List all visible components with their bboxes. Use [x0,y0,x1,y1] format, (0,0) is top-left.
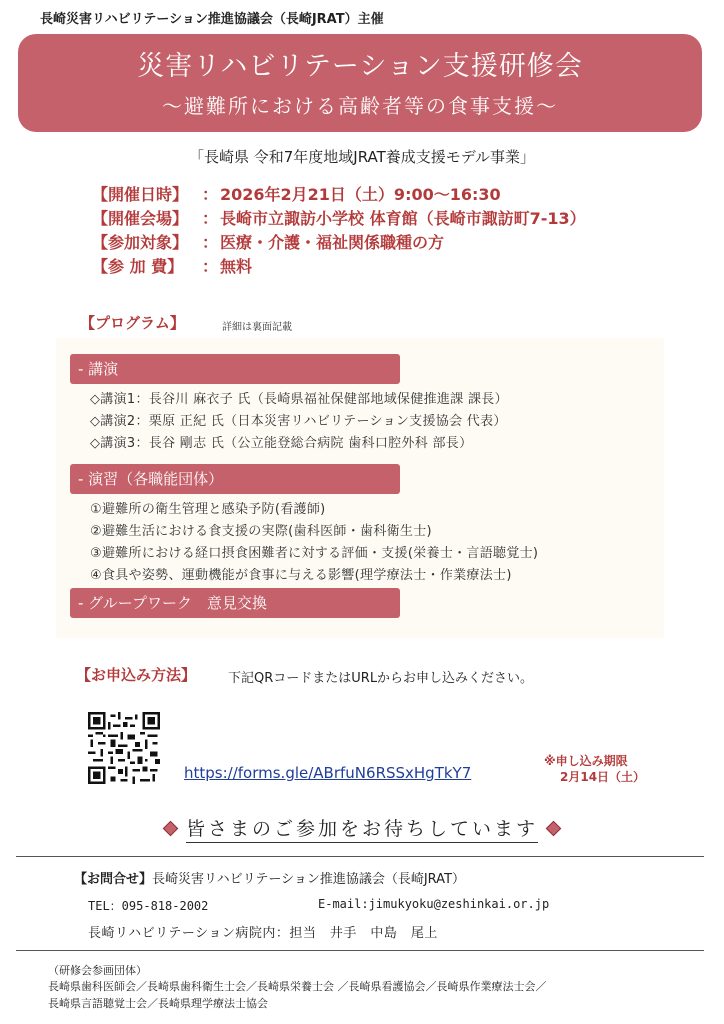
apply-text: 下記QRコードまたはURLからお申し込みください。 [228,671,534,686]
exercise-bar: - 演習（各職能団体） [70,464,400,494]
supporters-line: 長崎県言語聴覚士会／長崎県理学療法士協会 [48,997,268,1009]
info-colon: ： [201,185,218,204]
supporters-line: 長崎県歯科医師会／長崎県歯科衛生士会／長崎県栄養士会 ／長崎県看護協会／長崎県作業療法士会／ [48,980,547,993]
info-value: 無料 [220,257,253,276]
page-title: 災害リハビリテーション支援研修会 [137,51,583,82]
lecture-bar: - 講演 [70,354,400,384]
exercise-item: ②避難生活における食支援の実際(歯科医師・歯科衛生士) [90,524,432,539]
exercise-item: ④食具や姿勢、運動機能が食事に与える影響(理学療法士・作業療法士) [90,568,512,583]
lecture-item: ◇講演2：栗原 正紀 氏（日本災害リハビリテーション支援協会 代表） [90,414,507,429]
deadline-label: ※申し込み期限 [544,754,628,768]
apply-url-link[interactable]: https://forms.gle/ABrfuN6RSSxHgTkY7 [184,764,472,782]
info-label: 【開催日時】 [92,185,189,204]
lecture-item: ◇講演1：長谷川 麻衣子 氏（長崎県福祉保健部地域保健推進課 課長） [90,392,508,407]
welcome-text: 皆さまのご参加をお待ちしています [186,818,538,843]
project-name: 「長崎県 令和7年度地域JRAT養成支援モデル事業」 [188,148,536,166]
info-value: 長崎市立諏訪小学校 体育館（長崎市諏訪町7-13） [220,209,586,228]
page-subtitle: 〜避難所における高齢者等の食事支援〜 [162,94,558,118]
info-colon: ： [201,257,218,276]
program-note: 詳細は裏面記載 [222,322,292,333]
groupwork-bar: - グループワーク 意見交換 [70,588,400,618]
welcome-message [0,814,724,841]
host-line: 長崎災害リハビリテーション推進協議会（長崎JRAT）主催 [40,12,384,27]
program-heading: 【プログラム】 [80,314,185,332]
divider [16,856,704,857]
contact-org: 長崎災害リハビリテーション推進協議会（長崎JRAT） [152,872,466,887]
supporters-title: （研修会参画団体） [48,964,147,977]
info-value: 医療・介護・福祉関係職種の方 [220,233,445,252]
info-fee [92,254,692,277]
qr-code-icon[interactable] [88,712,160,784]
apply-heading: 【お申込み方法】 [76,666,197,684]
contact-label: 【お問合せ】 [74,872,153,887]
info-date [92,182,692,205]
contact-tel: TEL：095-818-2002 [88,899,209,913]
info-venue [92,206,692,229]
info-value: 2026年2月21日（土）9:00〜16:30 [220,185,501,204]
info-target [92,230,692,253]
diamond-icon [163,820,179,836]
contact-line [74,868,465,887]
info-label: 【参 加 費】 [92,257,184,276]
deadline-date: 2月14日（土） [560,770,646,784]
info-colon: ： [201,209,218,228]
info-label: 【開催会場】 [92,209,189,228]
lecture-item: ◇講演3：長谷 剛志 氏（公立能登総合病院 歯科口腔外科 部長） [90,436,473,451]
exercise-item: ①避難所の衛生管理と感染予防(看護師) [90,502,326,517]
exercise-item: ③避難所における経口摂食困難者に対する評価・支援(栄養士・言語聴覚士) [90,546,539,561]
info-colon: ： [201,233,218,252]
divider [16,950,704,951]
diamond-icon [546,820,562,836]
info-label: 【参加対象】 [92,233,189,252]
title-banner [18,34,702,132]
contact-email: E-mail:jimukyoku@zeshinkai.or.jp [318,897,550,911]
contact-staff: 長崎リハビリテーション病院内：担当 井手 中島 尾上 [88,926,438,941]
